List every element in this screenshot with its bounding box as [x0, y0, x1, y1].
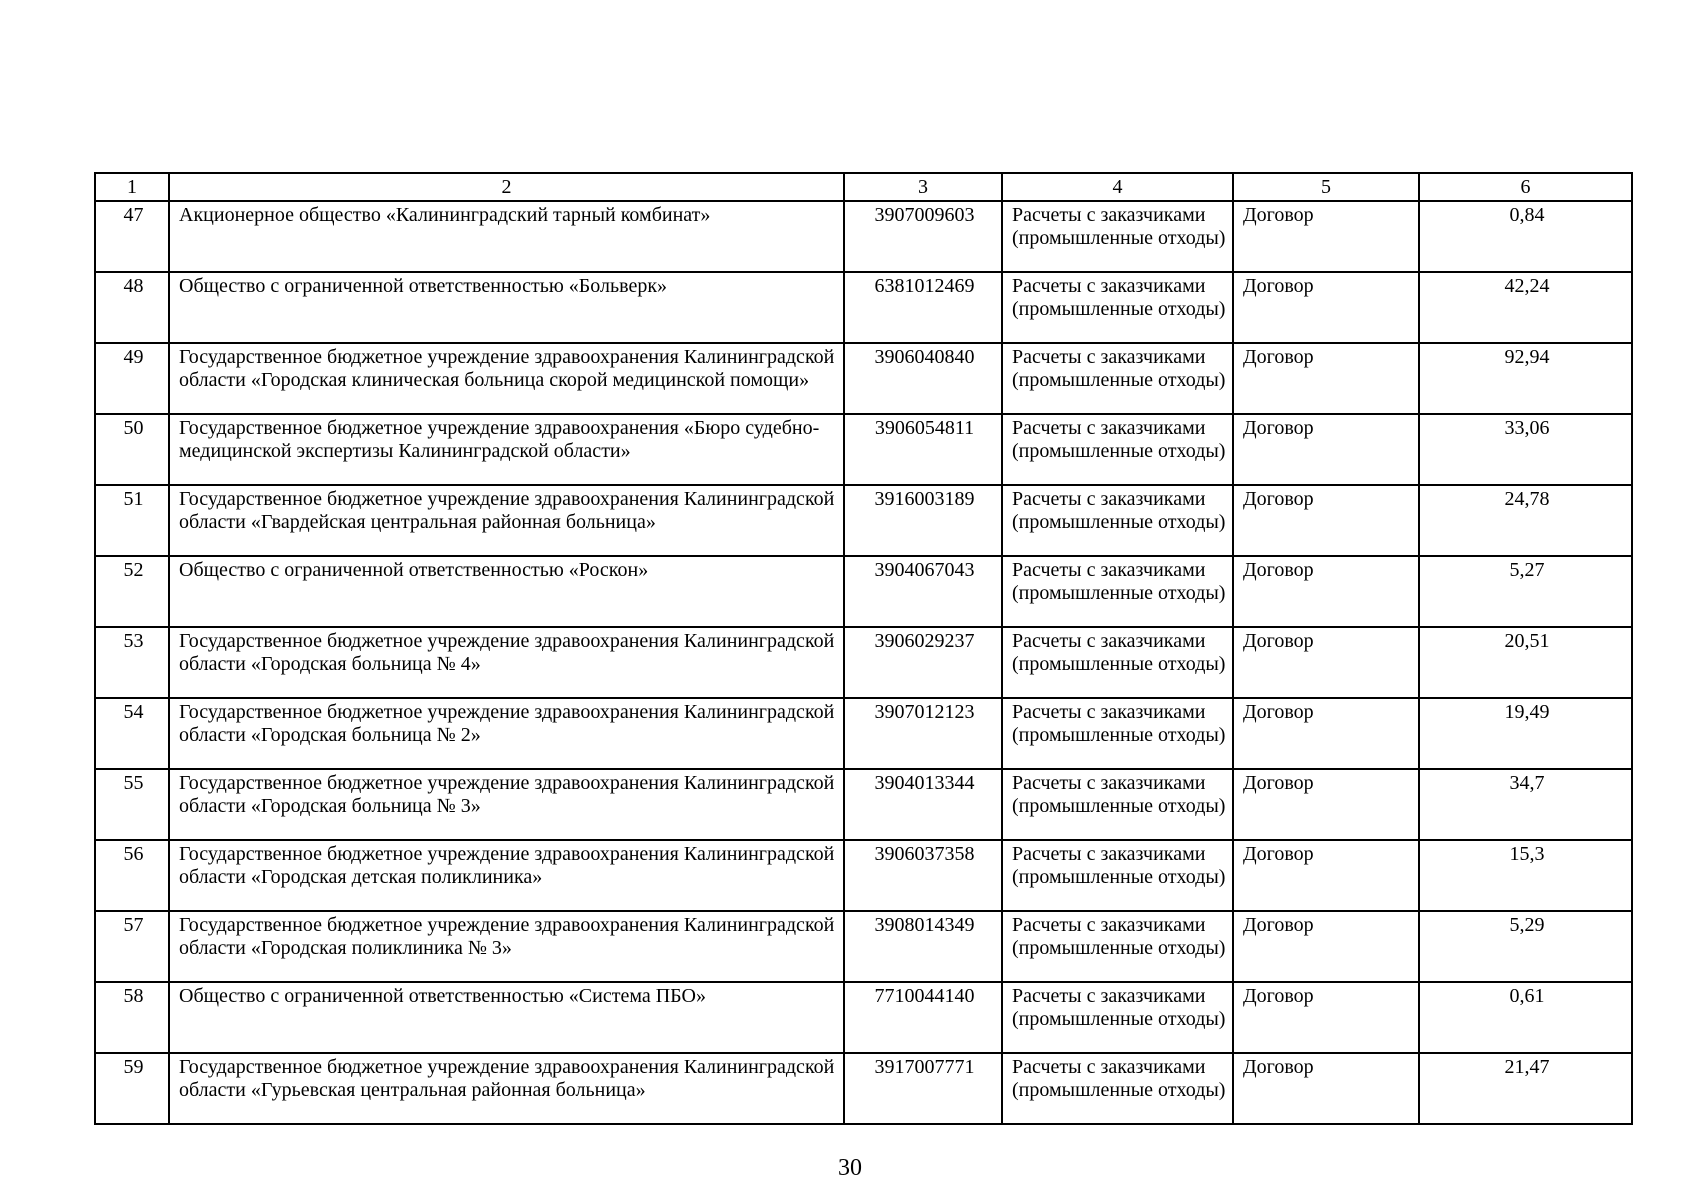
amount-cell: 0,84 — [1419, 201, 1632, 272]
inn-cell: 3917007771 — [844, 1053, 1002, 1124]
basis-cell: Договор — [1233, 272, 1419, 343]
table-body — [95, 201, 1632, 1124]
row-number: 54 — [95, 698, 169, 769]
table-row — [95, 769, 1632, 840]
basis-cell: Договор — [1233, 627, 1419, 698]
inn-cell: 3904013344 — [844, 769, 1002, 840]
row-number: 49 — [95, 343, 169, 414]
purpose-cell: Расчеты с заказчиками (промышленные отходы) — [1002, 556, 1233, 627]
basis-cell: Договор — [1233, 201, 1419, 272]
basis-cell: Договор — [1233, 982, 1419, 1053]
amount-cell: 24,78 — [1419, 485, 1632, 556]
organization-name: Государственное бюджетное учреждение здравоохранения Калининградской области «Городская больница № 2» — [169, 698, 844, 769]
amount-cell: 92,94 — [1419, 343, 1632, 414]
inn-cell: 3904067043 — [844, 556, 1002, 627]
table-row — [95, 556, 1632, 627]
organization-name: Государственное бюджетное учреждение здравоохранения Калининградской области «Городская больница № 4» — [169, 627, 844, 698]
amount-cell: 42,24 — [1419, 272, 1632, 343]
purpose-cell: Расчеты с заказчиками (промышленные отходы) — [1002, 627, 1233, 698]
organization-name: Общество с ограниченной ответственностью «Система ПБО» — [169, 982, 844, 1053]
column-header-6: 6 — [1419, 173, 1632, 201]
amount-cell: 21,47 — [1419, 1053, 1632, 1124]
row-number: 50 — [95, 414, 169, 485]
row-number: 59 — [95, 1053, 169, 1124]
table-row — [95, 982, 1632, 1053]
table-row — [95, 840, 1632, 911]
inn-cell: 6381012469 — [844, 272, 1002, 343]
purpose-cell: Расчеты с заказчиками (промышленные отходы) — [1002, 911, 1233, 982]
basis-cell: Договор — [1233, 769, 1419, 840]
inn-cell: 3906037358 — [844, 840, 1002, 911]
amount-cell: 34,7 — [1419, 769, 1632, 840]
column-header-1: 1 — [95, 173, 169, 201]
column-header-4: 4 — [1002, 173, 1233, 201]
table-row — [95, 627, 1632, 698]
purpose-cell: Расчеты с заказчиками (промышленные отходы) — [1002, 201, 1233, 272]
inn-cell: 7710044140 — [844, 982, 1002, 1053]
purpose-cell: Расчеты с заказчиками (промышленные отходы) — [1002, 485, 1233, 556]
organization-name: Государственное бюджетное учреждение здравоохранения «Бюро судебно-медицинской экспертизы Калининградской области» — [169, 414, 844, 485]
table-row — [95, 911, 1632, 982]
purpose-cell: Расчеты с заказчиками (промышленные отходы) — [1002, 840, 1233, 911]
page-number: 30 — [838, 1155, 862, 1181]
table-row — [95, 1053, 1632, 1124]
row-number: 56 — [95, 840, 169, 911]
organization-name: Общество с ограниченной ответственностью «Роскон» — [169, 556, 844, 627]
basis-cell: Договор — [1233, 840, 1419, 911]
amount-cell: 20,51 — [1419, 627, 1632, 698]
row-number: 55 — [95, 769, 169, 840]
inn-cell: 3907012123 — [844, 698, 1002, 769]
organization-name: Государственное бюджетное учреждение здравоохранения Калининградской области «Городская поликлиника № 3» — [169, 911, 844, 982]
table-row — [95, 343, 1632, 414]
amount-cell: 0,61 — [1419, 982, 1632, 1053]
basis-cell: Договор — [1233, 343, 1419, 414]
purpose-cell: Расчеты с заказчиками (промышленные отходы) — [1002, 698, 1233, 769]
table-row — [95, 414, 1632, 485]
amount-cell: 15,3 — [1419, 840, 1632, 911]
header-row — [95, 173, 1632, 201]
column-header-5: 5 — [1233, 173, 1419, 201]
table-row — [95, 272, 1632, 343]
inn-cell: 3908014349 — [844, 911, 1002, 982]
purpose-cell: Расчеты с заказчиками (промышленные отходы) — [1002, 272, 1233, 343]
organization-name: Государственное бюджетное учреждение здравоохранения Калининградской области «Гвардейская центральная районная больница» — [169, 485, 844, 556]
table-row — [95, 698, 1632, 769]
organization-name: Государственное бюджетное учреждение здравоохранения Калининградской области «Городская клиническая больница скорой медицинской помощи» — [169, 343, 844, 414]
inn-cell: 3906054811 — [844, 414, 1002, 485]
row-number: 48 — [95, 272, 169, 343]
purpose-cell: Расчеты с заказчиками (промышленные отходы) — [1002, 343, 1233, 414]
inn-cell: 3916003189 — [844, 485, 1002, 556]
amount-cell: 5,27 — [1419, 556, 1632, 627]
inn-cell: 3907009603 — [844, 201, 1002, 272]
table-row — [95, 201, 1632, 272]
row-number: 51 — [95, 485, 169, 556]
organization-name: Государственное бюджетное учреждение здравоохранения Калининградской области «Гурьевская центральная районная больница» — [169, 1053, 844, 1124]
row-number: 57 — [95, 911, 169, 982]
basis-cell: Договор — [1233, 414, 1419, 485]
column-header-2: 2 — [169, 173, 844, 201]
basis-cell: Договор — [1233, 485, 1419, 556]
data-table — [94, 172, 1633, 1125]
purpose-cell: Расчеты с заказчиками (промышленные отходы) — [1002, 982, 1233, 1053]
organization-name: Государственное бюджетное учреждение здравоохранения Калининградской области «Городская больница № 3» — [169, 769, 844, 840]
amount-cell: 5,29 — [1419, 911, 1632, 982]
organization-name: Общество с ограниченной ответственностью «Больверк» — [169, 272, 844, 343]
amount-cell: 33,06 — [1419, 414, 1632, 485]
basis-cell: Договор — [1233, 1053, 1419, 1124]
table-row — [95, 485, 1632, 556]
row-number: 52 — [95, 556, 169, 627]
purpose-cell: Расчеты с заказчиками (промышленные отходы) — [1002, 414, 1233, 485]
basis-cell: Договор — [1233, 556, 1419, 627]
organization-name: Акционерное общество «Калининградский тарный комбинат» — [169, 201, 844, 272]
purpose-cell: Расчеты с заказчиками (промышленные отходы) — [1002, 1053, 1233, 1124]
inn-cell: 3906040840 — [844, 343, 1002, 414]
table-header — [95, 173, 1632, 201]
purpose-cell: Расчеты с заказчиками (промышленные отходы) — [1002, 769, 1233, 840]
column-header-3: 3 — [844, 173, 1002, 201]
amount-cell: 19,49 — [1419, 698, 1632, 769]
row-number: 58 — [95, 982, 169, 1053]
row-number: 53 — [95, 627, 169, 698]
row-number: 47 — [95, 201, 169, 272]
inn-cell: 3906029237 — [844, 627, 1002, 698]
basis-cell: Договор — [1233, 698, 1419, 769]
basis-cell: Договор — [1233, 911, 1419, 982]
organization-name: Государственное бюджетное учреждение здравоохранения Калининградской области «Городская детская поликлиника» — [169, 840, 844, 911]
